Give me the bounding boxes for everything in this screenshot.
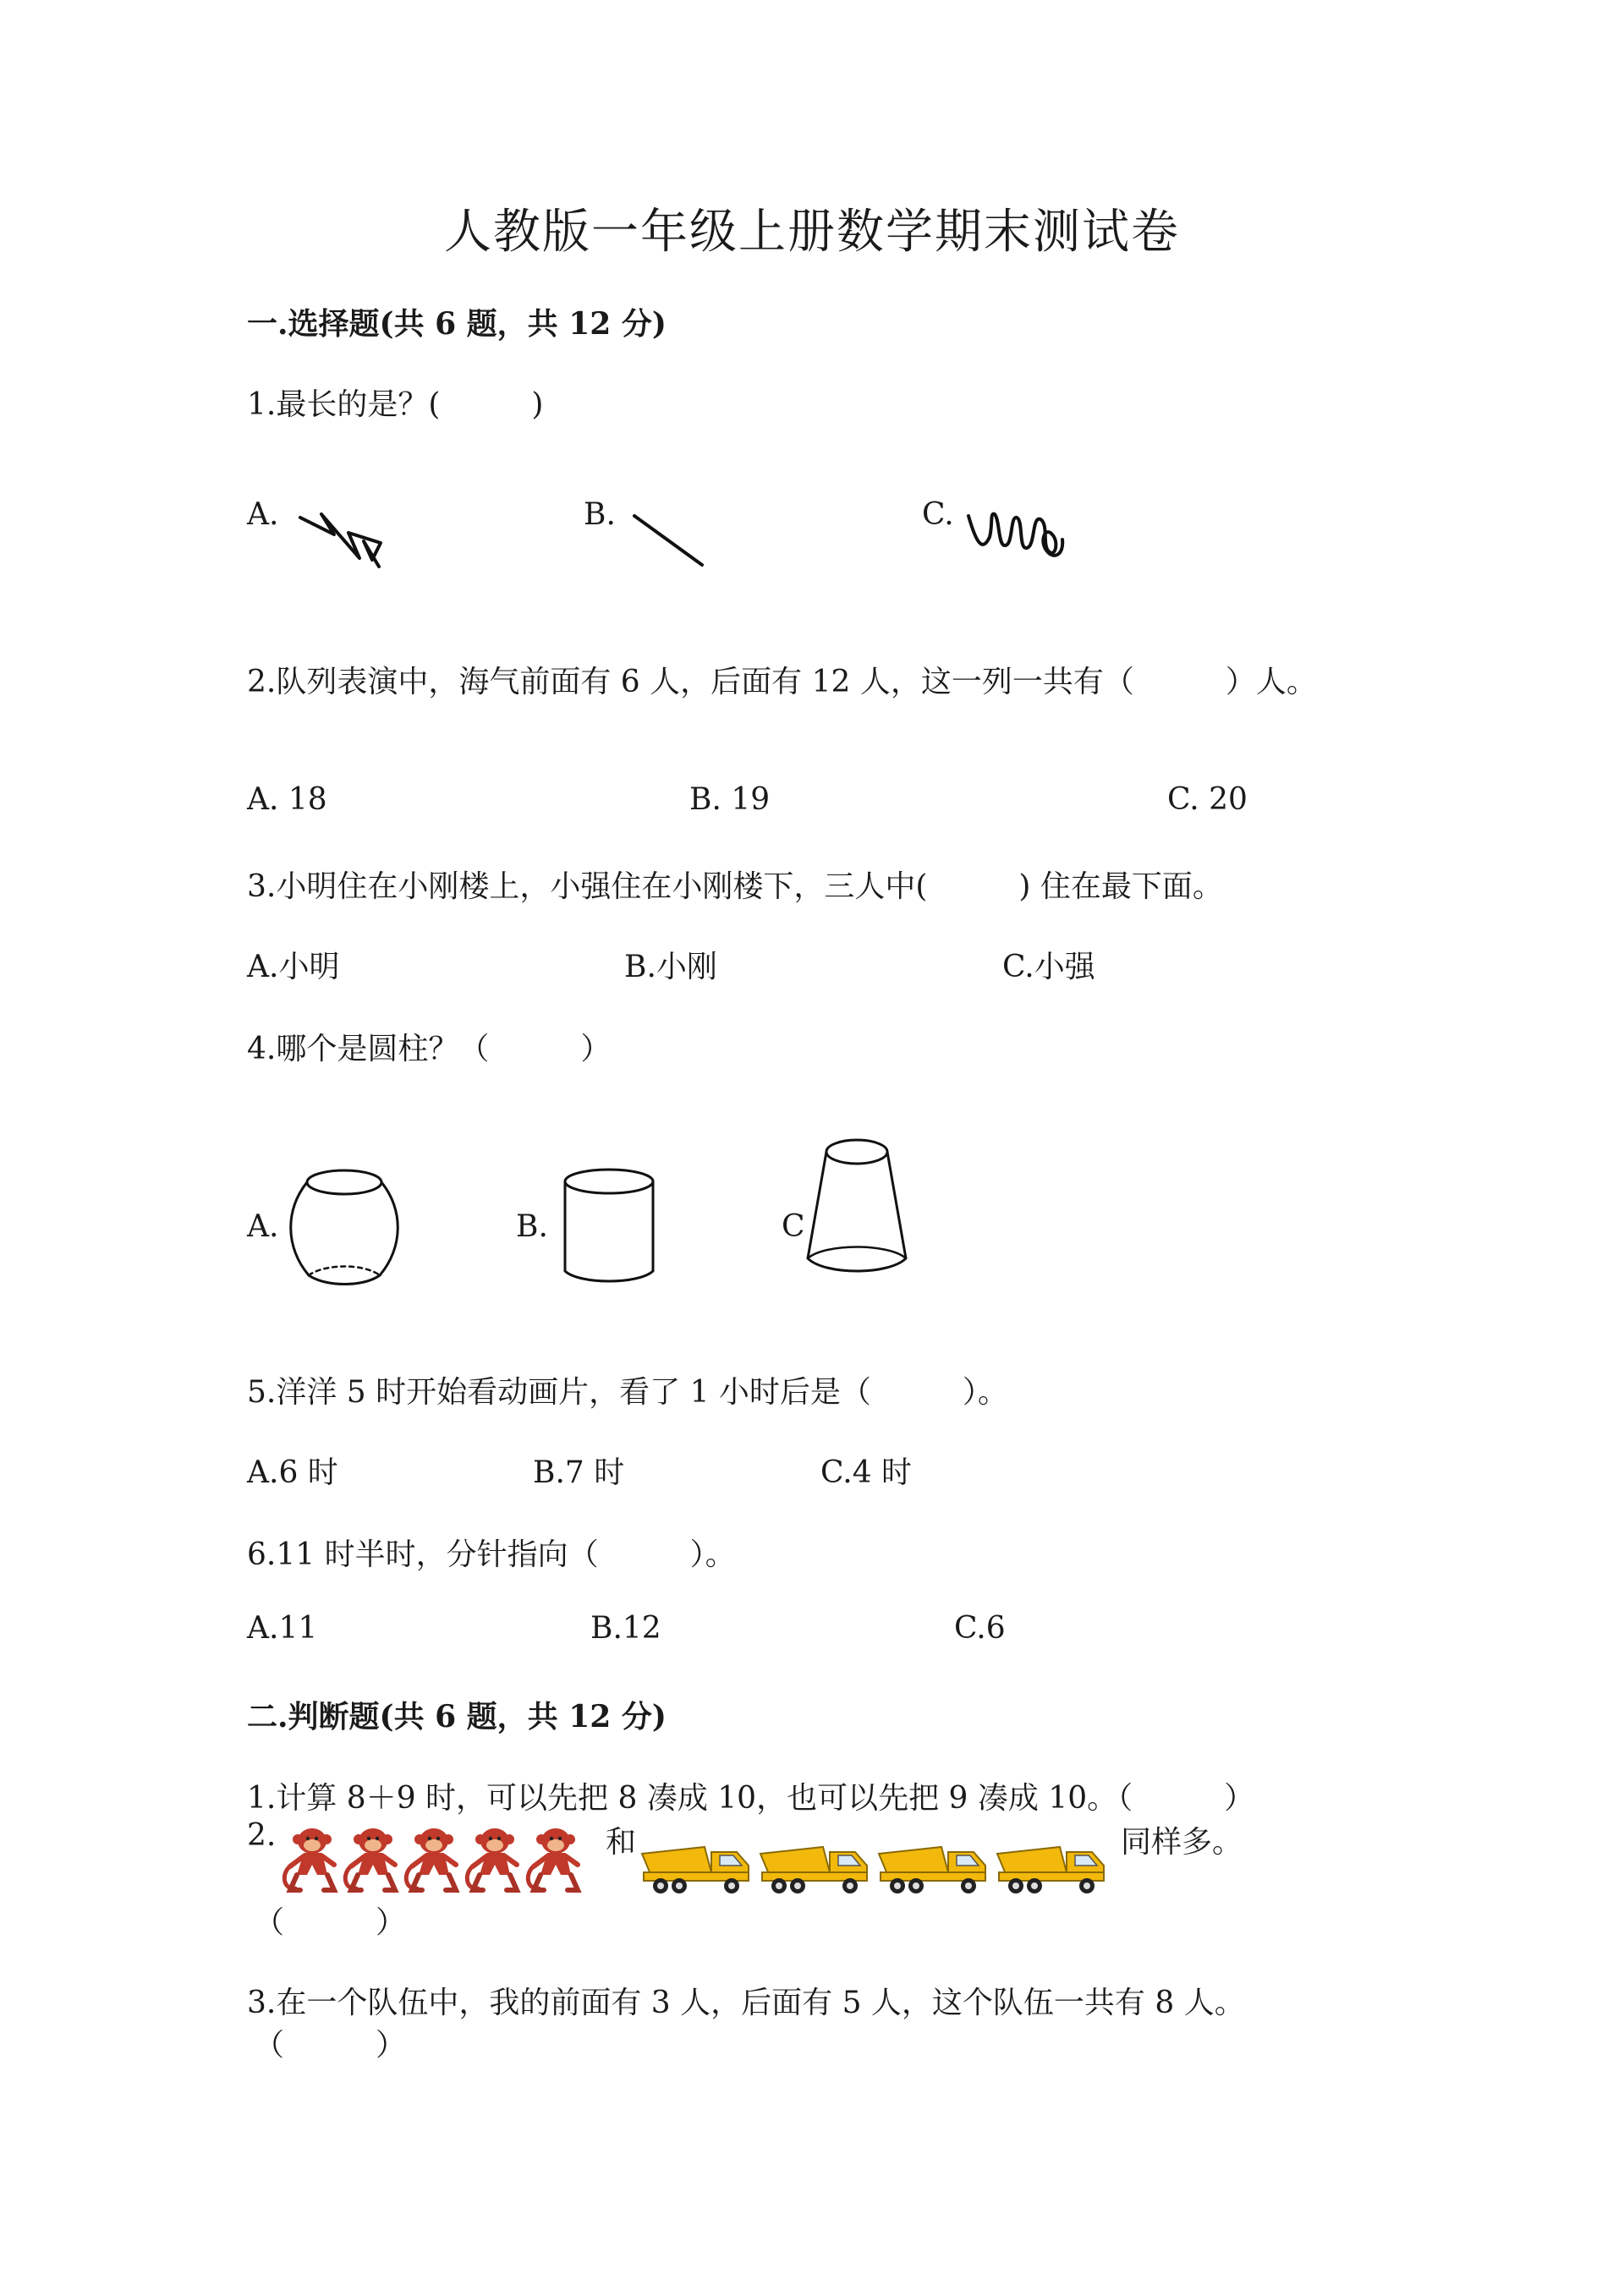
s1-q3-option-b: B.小刚 [624, 950, 717, 984]
s1-q5-text: 5.洋洋 5 时开始看动画片，看了 1 小时后是（ ）。 [247, 1375, 1008, 1410]
trucks-group-image [639, 1835, 1116, 1899]
cylinder-figure [558, 1163, 660, 1290]
s2-q2-number: 2. [247, 1818, 277, 1853]
s1-q1-option-c: C. [922, 497, 954, 532]
s1-q5-option-b: B.7 时 [533, 1455, 625, 1490]
s2-q2-tail: 同样多。 [1121, 1825, 1243, 1860]
s2-q3-answer-paren: （ ） [254, 2028, 407, 2063]
s1-q6-option-b: B.12 [590, 1611, 661, 1646]
s1-q5-option-c: C.4 时 [820, 1455, 913, 1490]
s1-q3-option-a: A.小明 [247, 950, 340, 984]
s1-q4-option-a: A. [247, 1209, 279, 1244]
section-1-heading: 一.选择题(共 6 题，共 12 分) [247, 306, 667, 342]
s1-q3-text: 3.小明住在小刚楼上，小强住在小刚楼下，三人中( ) 住在最下面。 [247, 869, 1223, 904]
s1-q5-option-a: A.6 时 [247, 1455, 338, 1490]
s1-q6-option-a: A.11 [247, 1611, 318, 1646]
s1-q1-option-a: A. [247, 497, 279, 532]
straight-line-figure [630, 512, 715, 571]
s2-q1-text: 1.计算 8＋9 时，可以先把 8 凑成 10，也可以先把 9 凑成 10。（ ） [247, 1781, 1255, 1816]
monkeys-group-image [283, 1822, 605, 1899]
page-title: 人教版一年级上册数学期末测试卷 [444, 205, 1180, 260]
s1-q2-text: 2.队列表演中，海气前面有 6 人，后面有 12 人，这一列一共有（ ）人。 [247, 665, 1317, 699]
barrel-shape-figure [292, 1167, 398, 1290]
s1-q4-option-b: B. [516, 1209, 548, 1244]
s1-q2-option-c: C. 20 [1167, 782, 1248, 817]
s1-q2-option-b: B. 19 [689, 782, 771, 817]
s1-q3-option-c: C.小强 [1002, 950, 1095, 984]
s1-q1-option-b: B. [584, 497, 616, 532]
s2-q3-text: 3.在一个队伍中，我的前面有 3 人，后面有 5 人，这个队伍一共有 8 人。 [247, 1986, 1245, 2020]
s2-q2-and: 和 [606, 1825, 637, 1860]
s1-q4-text: 4.哪个是圆柱？（ ） [247, 1032, 612, 1066]
s1-q2-option-a: A. 18 [247, 782, 327, 817]
s1-q6-option-c: C.6 [954, 1611, 1006, 1646]
frustum-cone-figure [799, 1133, 914, 1281]
zigzag-line-figure [296, 507, 389, 575]
s1-q1-text: 1.最长的是？( ) [247, 387, 544, 422]
s1-q6-text: 6.11 时半时，分针指向（ ）。 [247, 1537, 736, 1572]
scribble-line-figure [964, 499, 1083, 575]
s1-q4-option-c: C [782, 1209, 805, 1244]
s2-q2-answer-paren: （ ） [254, 1905, 407, 1940]
section-2-heading: 二.判断题(共 6 题，共 12 分) [247, 1699, 667, 1734]
